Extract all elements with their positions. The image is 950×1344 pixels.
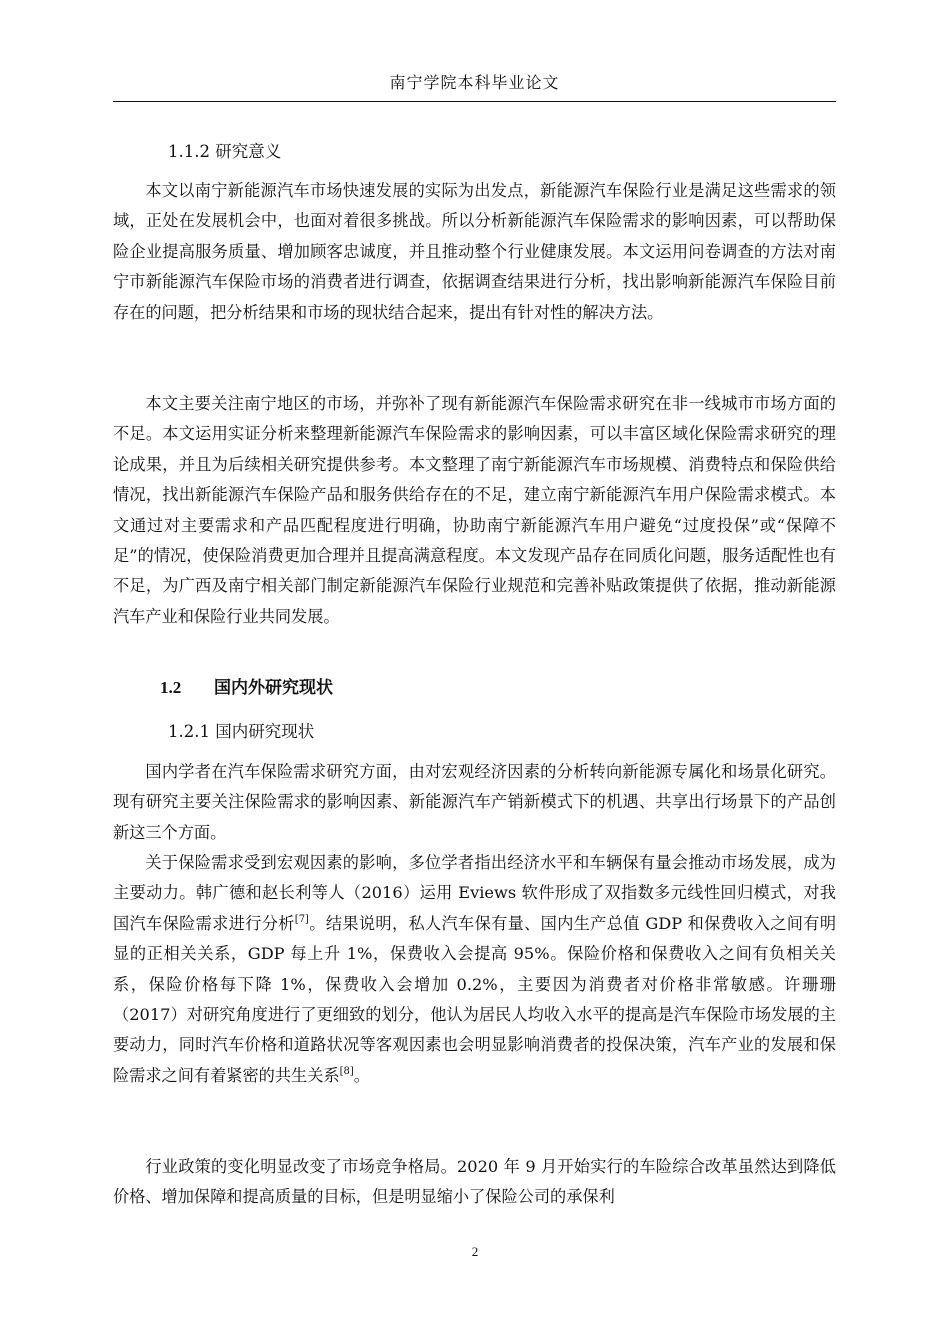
page-number: 2 (471, 1244, 479, 1259)
citation-8: [8] (339, 1065, 354, 1077)
paragraph-text-part-1: 关于保险需求受到宏观因素的影响，多位学者指出经济水平和车辆保有量会推动市场发展，成为主要动力。韩广德和赵长利等人（2016）运用 Eviews 软件形成了双指数多元线性回归模式，对我国汽车保险需求进行分析 (113, 853, 836, 933)
paragraph-research-significance-2: 本文主要关注南宁地区的市场，并弥补了现有新能源汽车保险需求研究在非一线城市市场方面的不足。本文运用实证分析来整理新能源汽车保险需求的影响因素，可以丰富区域化保险需求研究的理论成果，并且为后续相关研究提供参考。本文整理了南宁新能源汽车市场规模、消费特点和保险供给情况，找出新能源汽车保险产品和服务供给存在的不足，建立南宁新能源汽车用户保险需求模式。本文通过对主要需求和产品匹配程度进行明确，协助南宁新能源汽车用户避免“过度投保”或“保障不足”的情况，使保险消费更加合理并且提高满意程度。本文发现产品存在同质化问题，服务适配性也有不足，为广西及南宁相关部门制定新能源汽车保险行业规范和完善补贴政策提供了依据，推动新能源汽车产业和保险行业共同发展。 (113, 394, 836, 626)
header-divider (113, 101, 836, 102)
section-title: 国内外研究现状 (214, 678, 333, 698)
section-heading-1-2-1: 1.2.1 国内研究现状 (168, 722, 315, 741)
page-header: 南宁学院本科毕业论文 (389, 73, 560, 92)
section-number: 1.2 (160, 678, 182, 697)
paragraph-text-part-2: 。结果说明，私人汽车保有量、国内生产总值 GDP 和保费收入之间有明显的正相关关系，GDP 每上升 1%，保费收入会提高 95%。保险价格和保费收入之间有负相关关系，保险价格每下降 1%，保费收入会增加 0.2%，主要因为消费者对价格非常敏感。许珊珊（2017）对研究角度进行了更细致的划分，他认为居民人均收入水平的提高是汽车保险市场发展的主要动力，同时汽车价格和道路状况等客观因素也会明显影响消费者的投保决策，汽车产业的发展和保险需求之间有着紧密的共生关系 (113, 913, 837, 1085)
paragraph-domestic-research-1: 国内学者在汽车保险需求研究方面，由对宏观经济因素的分析转向新能源专属化和场景化研究。现有研究主要关注保险需求的影响因素、新能源汽车产销新模式下的机遇、共享出行场景下的产品创新这三个方面。 (113, 762, 836, 842)
citation-7: [7] (294, 913, 309, 925)
paragraph-domestic-research-2 (113, 848, 836, 1091)
section-heading-1-1-2: 1.1.2 研究意义 (168, 142, 282, 161)
paragraph-domestic-research-3: 行业政策的变化明显改变了市场竞争格局。2020 年 9 月开始实行的车险综合改革虽然达到降低价格、增加保障和提高质量的目标，但是明显缩小了保险公司的承保利 (113, 1157, 836, 1207)
paragraph-text-part-3: 。 (353, 1065, 370, 1085)
section-heading-1-2 (160, 675, 333, 701)
paragraph-research-significance-1: 本文以南宁新能源汽车市场快速发展的实际为出发点，新能源汽车保险行业是满足这些需求的领域，正处在发展机会中，也面对着很多挑战。所以分析新能源汽车保险需求的影响因素，可以帮助保险企业提高服务质量、增加顾客忠诚度，并且推动整个行业健康发展。本文运用问卷调查的方法对南宁市新能源汽车保险市场的消费者进行调查，依据调查结果进行分析，找出影响新能源汽车保险目前存在的问题，把分析结果和市场的现状结合起来，提出有针对性的解决方法。 (113, 181, 836, 322)
